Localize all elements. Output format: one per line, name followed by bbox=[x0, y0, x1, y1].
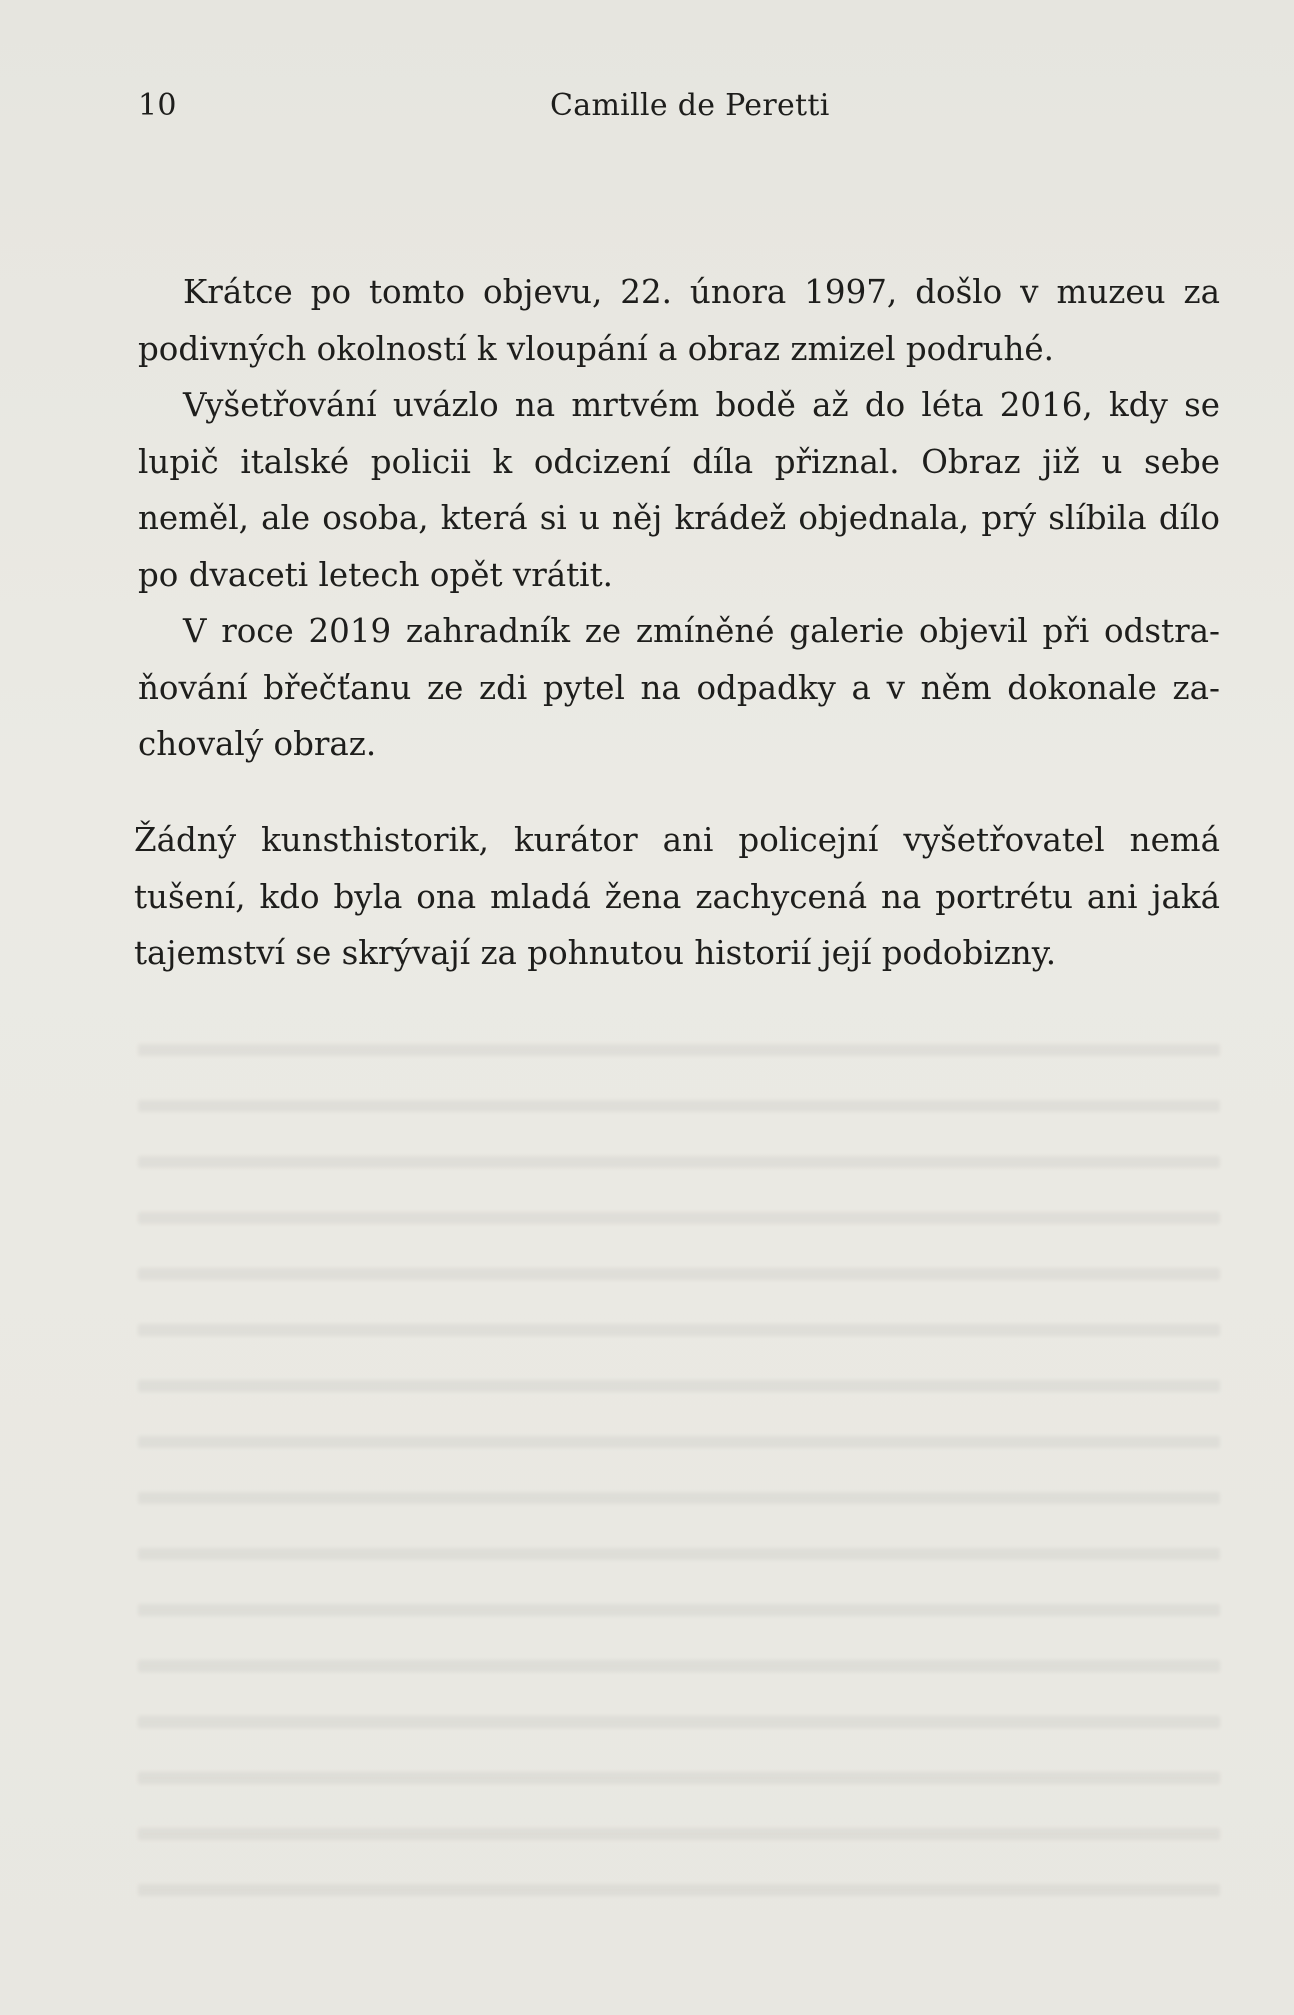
running-head-author: Camille de Peretti bbox=[550, 88, 830, 123]
paragraph-gardener: V roce 2019 zahradník ze zmíněné galerie objevil při odstraňování břečťanu ze zdi pytel na odpadky a v něm dokonale zachovalý obraz. bbox=[138, 612, 1220, 763]
running-head bbox=[138, 88, 1294, 128]
paragraph-investigation: Vyšetřování uvázlo na mrtvém bodě až do léta 2016, kdy se lupič italské policii k odcizení díla přiznal. Obraz již u sebe neměl, ale osoba, která si u něj krádež objednala, prý slíbila dílo po dvaceti letech opět vrátit. bbox=[138, 386, 1220, 594]
closing-text bbox=[134, 812, 1220, 982]
main-text bbox=[138, 264, 1220, 773]
show-through-texture bbox=[138, 1010, 1220, 1930]
paragraph-discovery: Krátce po tomto objevu, 22. února 1997, došlo v muzeu za podivných okolností k vloupání a obraz zmizel podruhé. bbox=[138, 273, 1220, 368]
paragraph-closing: Žádný kunsthistorik, kurátor ani policejní vyšetřovatel nemá tušení, kdo byla ona mladá žena zachycená na portrétu ani jaká tajemství se skrývají za pohnutou historií její podobizny. bbox=[134, 821, 1220, 972]
page-number: 10 bbox=[138, 88, 177, 123]
